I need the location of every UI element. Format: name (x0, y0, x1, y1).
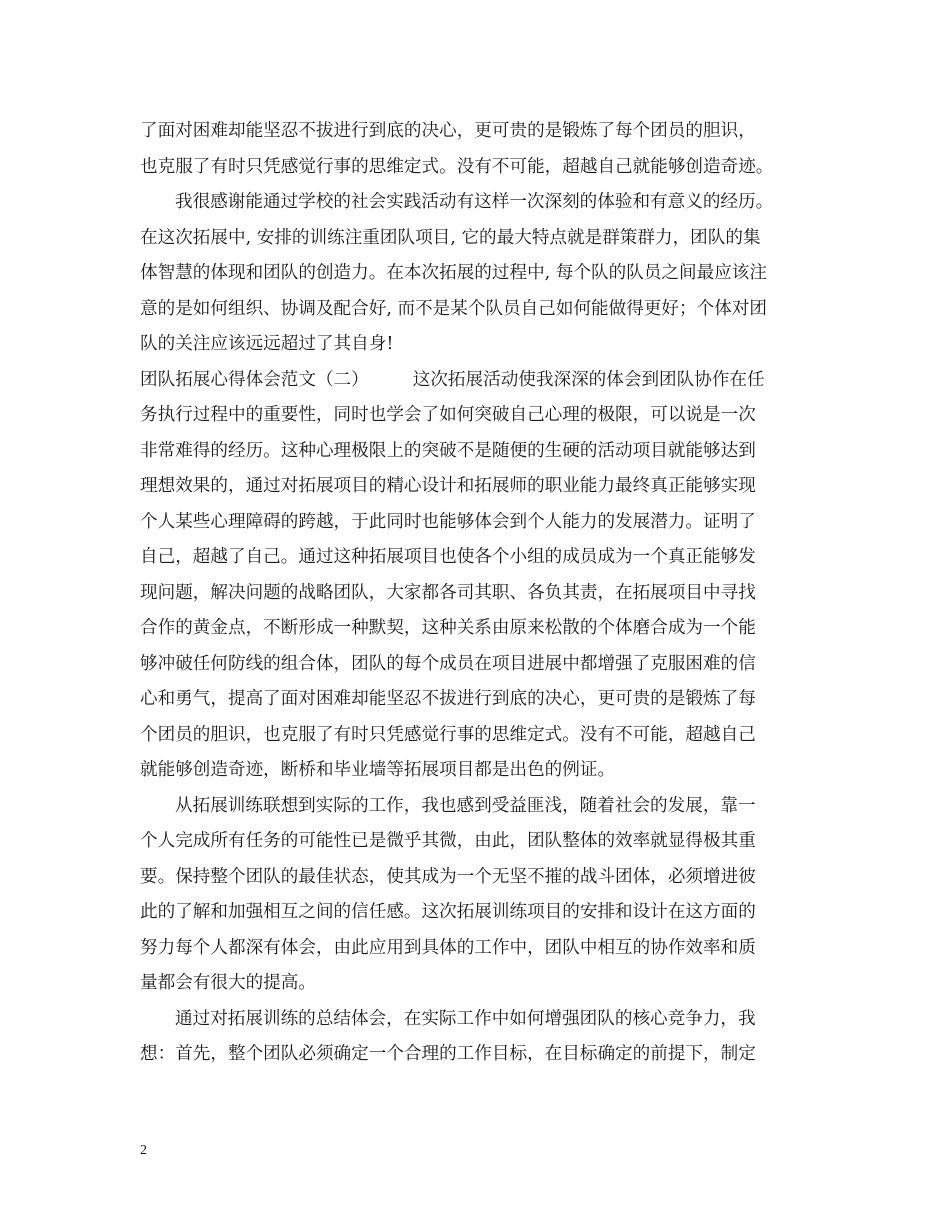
text-line: 理想效果的，通过对拓展项目的精心设计和拓展师的职业能力最终真正能够实现 (140, 476, 756, 496)
text-line: 就能够创造奇迹，断桥和毕业墙等拓展项目都是出色的例证。 (140, 760, 616, 780)
paragraph-start-line: 从拓展训练联想到实际的工作，我也感到受益匪浅，随着社会的发展，靠一 (175, 795, 756, 816)
text-line: 非常难得的经历。这种心理极限上的突破不是随便的生硬的活动项目就能够达到 (140, 440, 756, 461)
paragraph-start-line: 通过对拓展训练的总结体会，在实际工作中如何增强团队的核心竞争力，我 (175, 1008, 756, 1029)
text-line: 个人某些心理障碍的跨越，于此同时也能够体会到个人能力的发展潜力。证明了 (140, 511, 756, 532)
text-line: 量都会有很大的提高。 (140, 973, 316, 993)
text-line: 队的关注应该远远超过了其自身! (140, 334, 394, 354)
section-heading-line (140, 363, 820, 399)
text-line: 也克服了有时只凭感觉行事的思维定式。没有不可能，超越自己就能够创造奇迹。 (140, 156, 774, 177)
text-line: 心和勇气，提高了面对困难却能坚忍不拔进行到底的决心，更可贵的是锻炼了每 (140, 689, 756, 709)
text-line: 要。保持整个团队的最佳状态，使其成为一个无坚不摧的战斗团体，必须增进彼 (140, 866, 756, 887)
text-line: 了面对困难却能坚忍不拔进行到底的决心，更可贵的是锻炼了每个团员的胆识， (140, 121, 756, 141)
text-line: 个人完成所有任务的可能性已是微乎其微，由此，团队整体的效率就显得极其重 (140, 831, 756, 851)
page-number: 2 (140, 1143, 147, 1158)
text-line: 这次拓展活动使我深深的体会到团队协作在任 (412, 369, 765, 390)
text-line: 努力每个人都深有体会，由此应用到具体的工作中，团队中相互的协作效率和质 (140, 937, 756, 958)
text-line: 自己，超越了自己。通过这种拓展项目也使各个小组的成员成为一个真正能够发 (140, 547, 756, 567)
body-text (140, 114, 820, 1073)
paragraph-start-line: 我很感谢能通过学校的社会实践活动有这样一次深刻的体验和有意义的经历。 (175, 192, 774, 212)
text-line: 想：首先，整个团队必须确定一个合理的工作目标，在目标确定的前提下，制定 (140, 1044, 756, 1064)
text-line: 意的是如何组织、协调及配合好, 而不是某个队员自己如何能做得更好；个体对团 (140, 298, 767, 319)
text-line: 合作的黄金点，不断形成一种默契，这种关系由原来松散的个体磨合成为一个能 (140, 618, 756, 638)
section-heading: 团队拓展心得体会范文（二） (140, 369, 369, 390)
text-line: 够冲破任何防线的组合体，团队的每个成员在项目进展中都增强了克服困难的信 (140, 653, 756, 674)
text-line: 个团员的胆识，也克服了有时只凭感觉行事的思维定式。没有不可能，超越自己 (140, 724, 756, 745)
text-line: 此的了解和加强相互之间的信任感。这次拓展训练项目的安排和设计在这方面的 (140, 902, 756, 922)
text-line: 体智慧的体现和团队的创造力。在本次拓展的过程中, 每个队的队员之间最应该注 (140, 263, 767, 283)
text-line: 务执行过程中的重要性，同时也学会了如何突破自己心理的极限，可以说是一次 (140, 405, 756, 425)
text-line: 在这次拓展中, 安排的训练注重团队项目, 它的最大特点就是群策群力，团队的集 (140, 227, 761, 248)
text-line: 现问题，解决问题的战略团队，大家都各司其职、各负其责，在拓展项目中寻找 (140, 582, 756, 603)
